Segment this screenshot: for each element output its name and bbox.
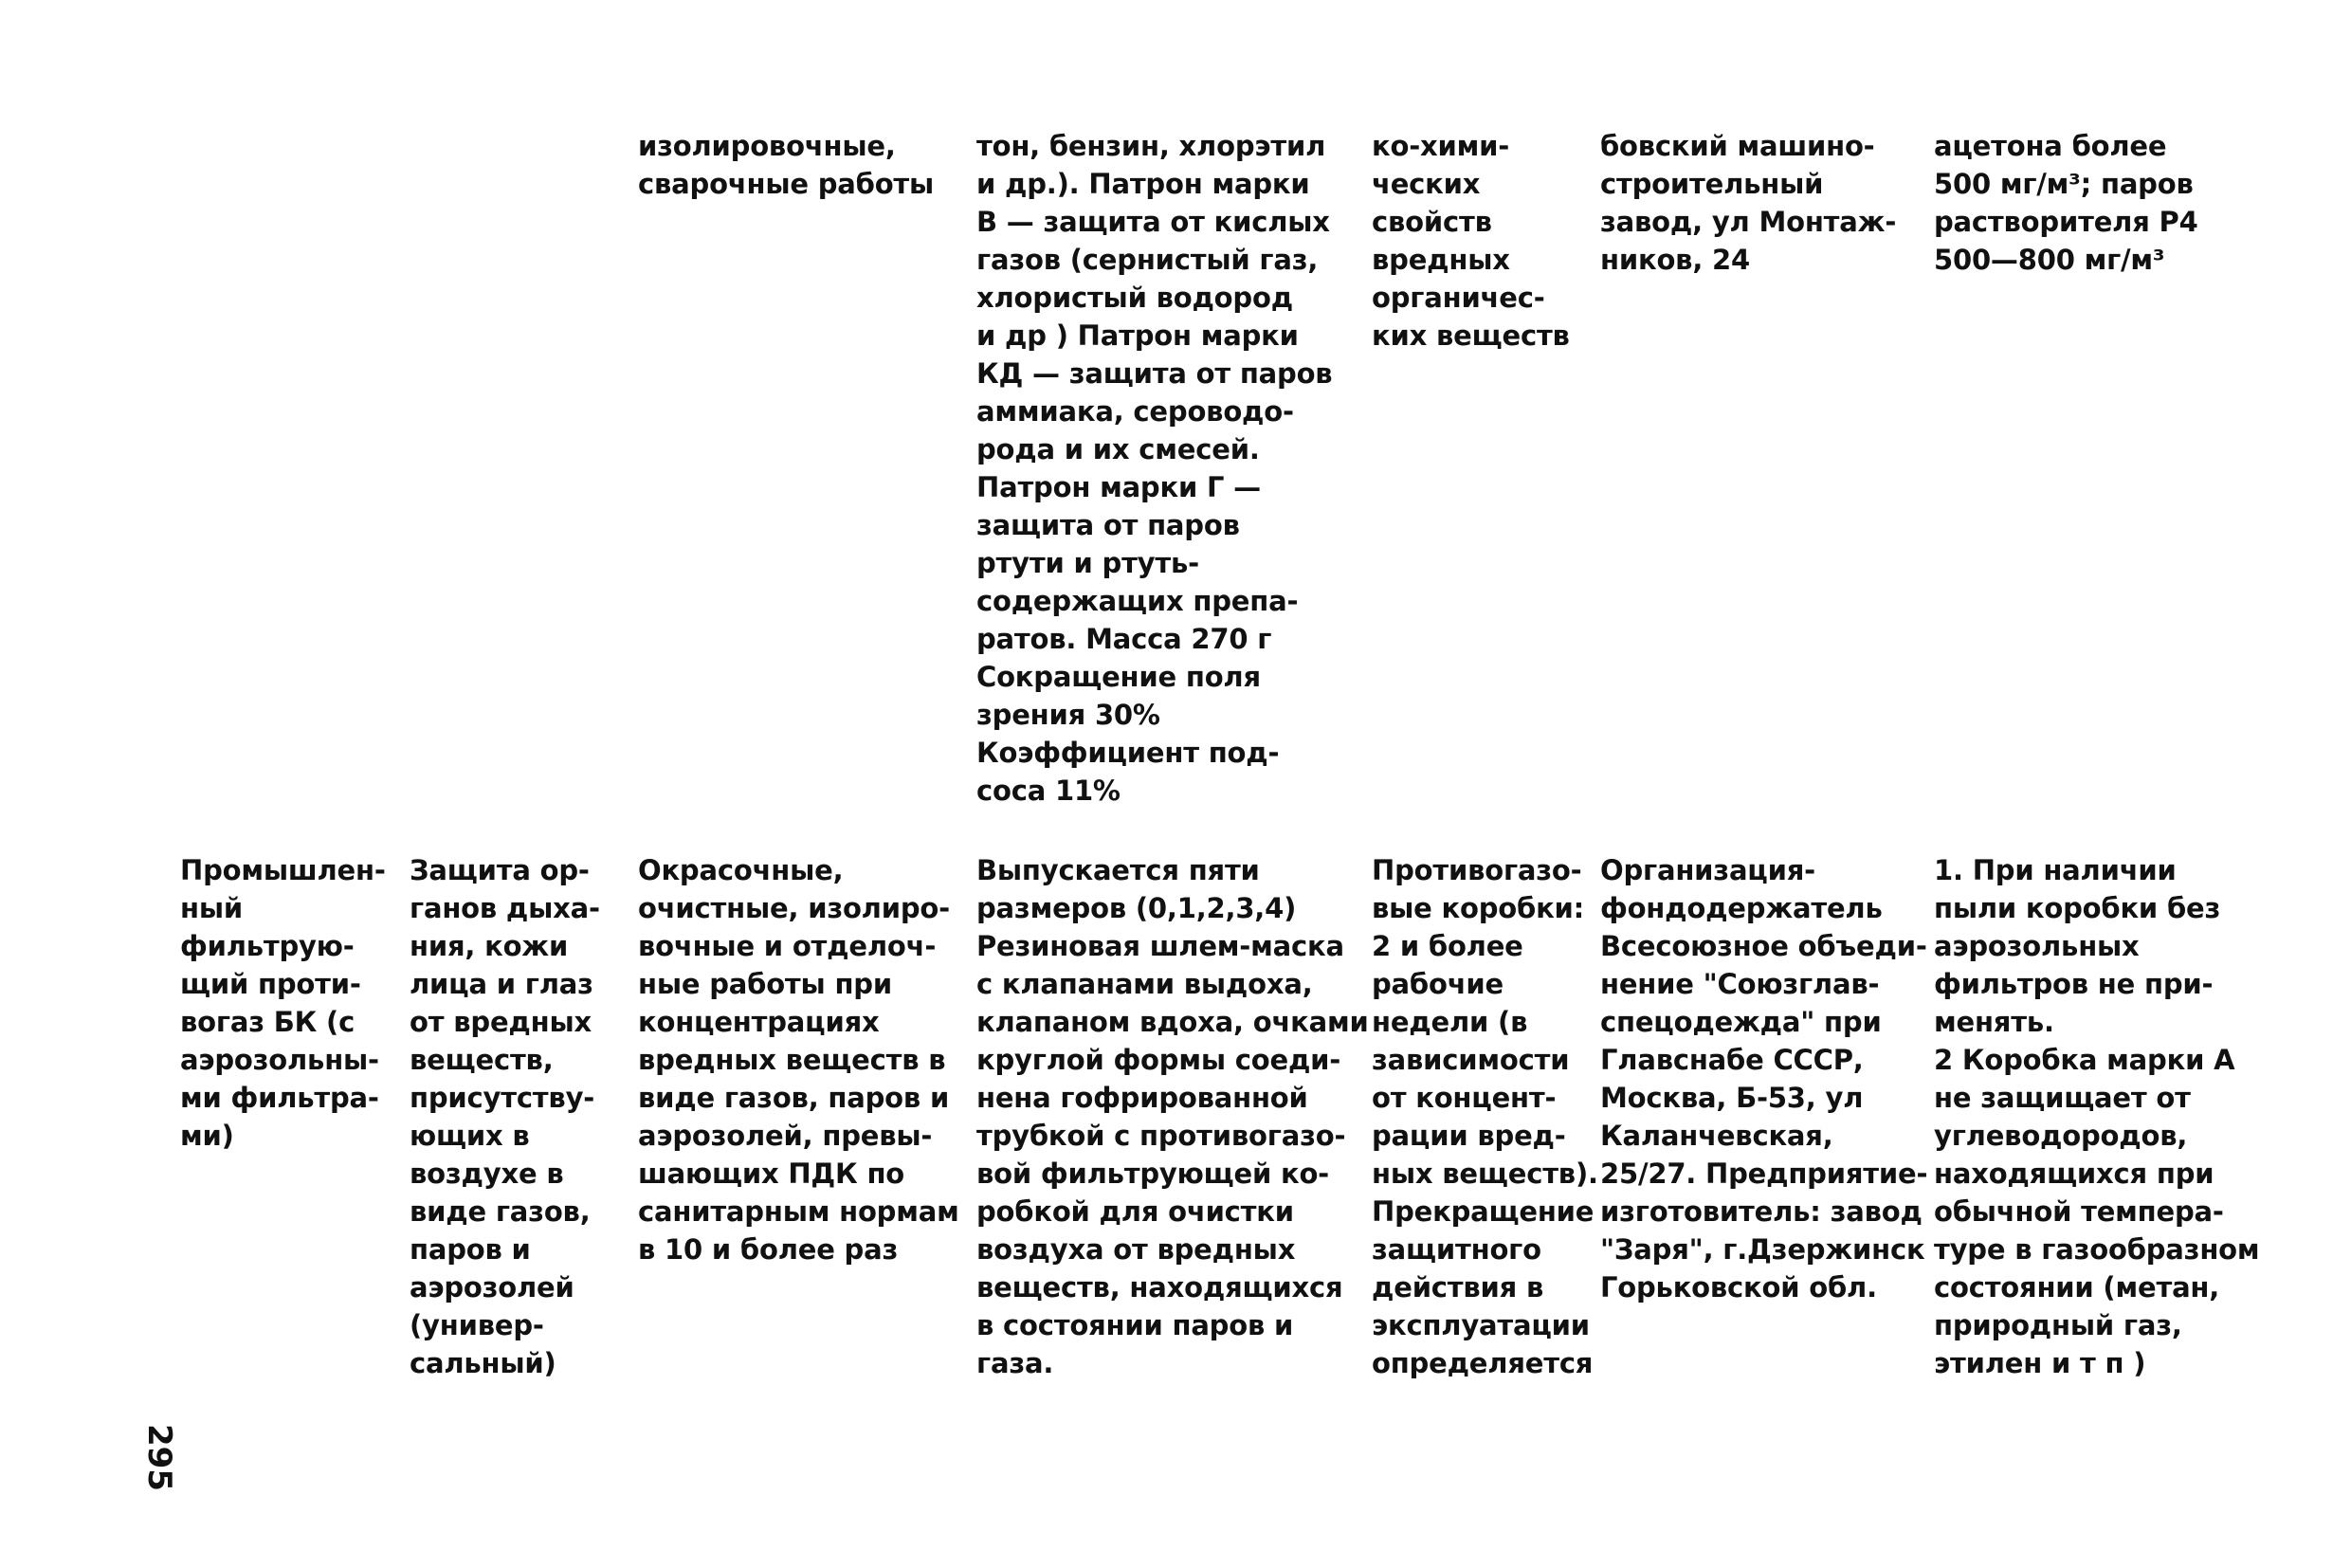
cell-text-line: аммиака, сероводо- [976,395,1294,428]
cell-text-line: очистные, изолиро- [638,892,950,924]
cell-text-line: хлористый водород [976,282,1293,314]
cell-text-line: воздухе в [410,1158,564,1190]
cell-text-line: ми фильтра- [180,1082,379,1114]
table-cell-protection-period [1372,851,1598,1382]
cell-text-line: рода и их смесей. [976,433,1260,465]
cell-text-line: менять. [1934,1006,2054,1038]
cell-text-line: Каланчевская, [1600,1120,1833,1152]
cell-text-line: растворителя Р4 [1934,206,2198,238]
cell-text-line: вые коробки: [1372,892,1585,924]
cell-text-line: не защищает от [1934,1082,2191,1114]
cell-text-line: ганов дыха- [410,892,600,924]
cell-text-line: щий проти- [180,968,361,1000]
cell-text-line: пыли коробки без [1934,892,2221,924]
cell-text-line: ников, 24 [1600,244,1750,276]
cell-text-line: нена гофрированной [976,1082,1308,1114]
cell-text-line: 25/27. Предприятие- [1600,1158,1928,1190]
cell-text-line: 2 и более [1372,930,1523,962]
cell-text-line: Противогазо- [1372,854,1582,886]
cell-text-line: этилен и т п ) [1934,1347,2146,1379]
table-cell-protection-period [1372,127,1570,355]
cell-text-line: Коэффициент под- [976,737,1280,769]
cell-text-line: углеводородов, [1934,1120,2188,1152]
cell-text-line: и др ) Патрон марки [976,319,1299,352]
cell-text-line: ких веществ [1372,319,1570,352]
cell-text-line: ратов. Масса 270 г [976,623,1272,655]
cell-text-line: защитного [1372,1233,1541,1266]
cell-text-line: бовский машино- [1600,130,1875,162]
cell-text-line: вредных [1372,244,1510,276]
cell-text-line: 2 Коробка марки А [1934,1044,2235,1076]
cell-text-line: зрения 30% [976,699,1160,731]
cell-text-line: трубкой с противогазо- [976,1120,1346,1152]
cell-text-line: шающих ПДК по [638,1158,904,1190]
cell-text-line: лица и глаз [410,968,593,1000]
cell-text-line: Резиновая шлем-маска [976,930,1344,962]
cell-text-line: присутству- [410,1082,595,1114]
cell-text-line: тон, бензин, хлорэтил [976,130,1326,162]
cell-text-line: аэрозолей [410,1271,574,1304]
table-cell-manufacturer [1600,851,1927,1306]
cell-text-line: Всесоюзное объеди- [1600,930,1927,962]
cell-text-line: органичес- [1372,282,1545,314]
cell-text-line: действия в [1372,1271,1544,1304]
table-cell-application [638,127,934,203]
cell-text-line: санитарным нормам [638,1195,959,1228]
cell-text-line: зависимости [1372,1044,1570,1076]
cell-text-line: Выпускается пяти [976,854,1260,886]
cell-text-line: ртути и ртуть- [976,547,1199,579]
cell-text-line: ми) [180,1120,234,1152]
cell-text-line: ные работы при [638,968,892,1000]
cell-text-line: сварочные работы [638,168,935,200]
cell-text-line: размеров (0,1,2,3,4) [976,892,1297,924]
cell-text-line: газов (сернистый газ, [976,244,1319,276]
cell-text-line: с клапанами выдоха, [976,968,1313,1000]
table-cell-description [976,127,1332,810]
cell-text-line: содержащих препа- [976,585,1299,617]
cell-text-line: паров и [410,1233,531,1266]
cell-text-line: вочные и отделоч- [638,930,937,962]
cell-text-line: КД — защита от паров [976,357,1333,390]
cell-text-line: веществ, [410,1044,554,1076]
cell-text-line: защита от паров [976,509,1240,541]
cell-text-line: ко-хими- [1372,130,1510,162]
cell-text-line: концентрациях [638,1006,880,1038]
cell-text-line: робкой для очистки [976,1195,1294,1228]
cell-text-line: фильтров не при- [1934,968,2214,1000]
cell-text-line: 1. При наличии [1934,854,2177,886]
cell-text-line: аэрозольных [1934,930,2140,962]
cell-text-line: вогаз БК (с [180,1006,355,1038]
cell-text-line: Защита ор- [410,854,590,886]
cell-text-line: сальный) [410,1347,556,1379]
cell-text-line: ный [180,892,243,924]
cell-text-line: обычной темпера- [1934,1195,2224,1228]
cell-text-line: газа. [976,1347,1054,1379]
cell-text-line: недели (в [1372,1006,1528,1038]
cell-text-line: от концент- [1372,1082,1557,1114]
cell-text-line: виде газов, [410,1195,591,1228]
table-cell-description [976,851,1369,1382]
cell-text-line: круглой формы соеди- [976,1044,1341,1076]
table-cell-notes [1934,127,2198,279]
cell-text-line: изготовитель: завод [1600,1195,1923,1228]
cell-text-line: клапаном вдоха, очками [976,1006,1369,1038]
cell-text-line: (универ- [410,1309,544,1341]
cell-text-line: аэрозольны- [180,1044,379,1076]
cell-text-line: определяется [1372,1347,1594,1379]
cell-text-line: веществ, находящихся [976,1271,1343,1304]
cell-text-line: природный газ, [1934,1309,2182,1341]
table-cell-manufacturer [1600,127,1896,279]
cell-text-line: Горьковской обл. [1600,1271,1877,1304]
cell-text-line: Главснабе СССР, [1600,1044,1864,1076]
cell-text-line: фильтрую- [180,930,355,962]
cell-text-line: свойств [1372,206,1492,238]
cell-text-line: эксплуатации [1372,1309,1590,1341]
cell-text-line: воздуха от вредных [976,1233,1296,1266]
cell-text-line: изолировочные, [638,130,896,162]
cell-text-line: в состоянии паров и [976,1309,1294,1341]
cell-text-line: находящихся при [1934,1158,2214,1190]
cell-text-line: туре в газообразном [1934,1233,2260,1266]
cell-text-line: ческих [1372,168,1481,200]
cell-text-line: ных веществ). [1372,1158,1598,1190]
cell-text-line: спецодежда" при [1600,1006,1882,1038]
cell-text-line: завод, ул Монтаж- [1600,206,1897,238]
cell-text-line: Окрасочные, [638,854,844,886]
cell-text-line: аэрозолей, превы- [638,1120,933,1152]
cell-text-line: рабочие [1372,968,1504,1000]
cell-text-line: Промышлен- [180,854,386,886]
cell-text-line: нение "Союзглав- [1600,968,1880,1000]
cell-text-line: Патрон марки Г — [976,471,1261,503]
cell-text-line: рации вред- [1372,1120,1566,1152]
page-number: 295 [140,1424,178,1491]
cell-text-line: ющих в [410,1120,530,1152]
cell-text-line: вредных веществ в [638,1044,946,1076]
cell-text-line: Прекращение [1372,1195,1595,1228]
cell-text-line: строительный [1600,168,1824,200]
cell-text-line: Организация- [1600,854,1815,886]
cell-text-line: ацетона более [1934,130,2167,162]
table-cell-application [638,851,959,1268]
table-cell-notes [1934,851,2259,1382]
cell-text-line: В — защита от кислых [976,206,1330,238]
cell-text-line: в 10 и более раз [638,1233,899,1266]
table-cell-purpose [410,851,600,1382]
cell-text-line: фондодержатель [1600,892,1883,924]
cell-text-line: от вредных [410,1006,592,1038]
cell-text-line: виде газов, паров и [638,1082,950,1114]
cell-text-line: Сокращение поля [976,661,1261,693]
cell-text-line: состоянии (метан, [1934,1271,2220,1304]
cell-text-line: соса 11% [976,775,1121,807]
cell-text-line: 500—800 мг/м³ [1934,244,2165,276]
cell-text-line: "Заря", г.Дзержинск [1600,1233,1925,1266]
table-cell-product-name [180,851,386,1155]
cell-text-line: 500 мг/м³; паров [1934,168,2194,200]
cell-text-line: Москва, Б-53, ул [1600,1082,1864,1114]
cell-text-line: ния, кожи [410,930,569,962]
cell-text-line: вой фильтрующей ко- [976,1158,1330,1190]
cell-text-line: и др.). Патрон марки [976,168,1310,200]
